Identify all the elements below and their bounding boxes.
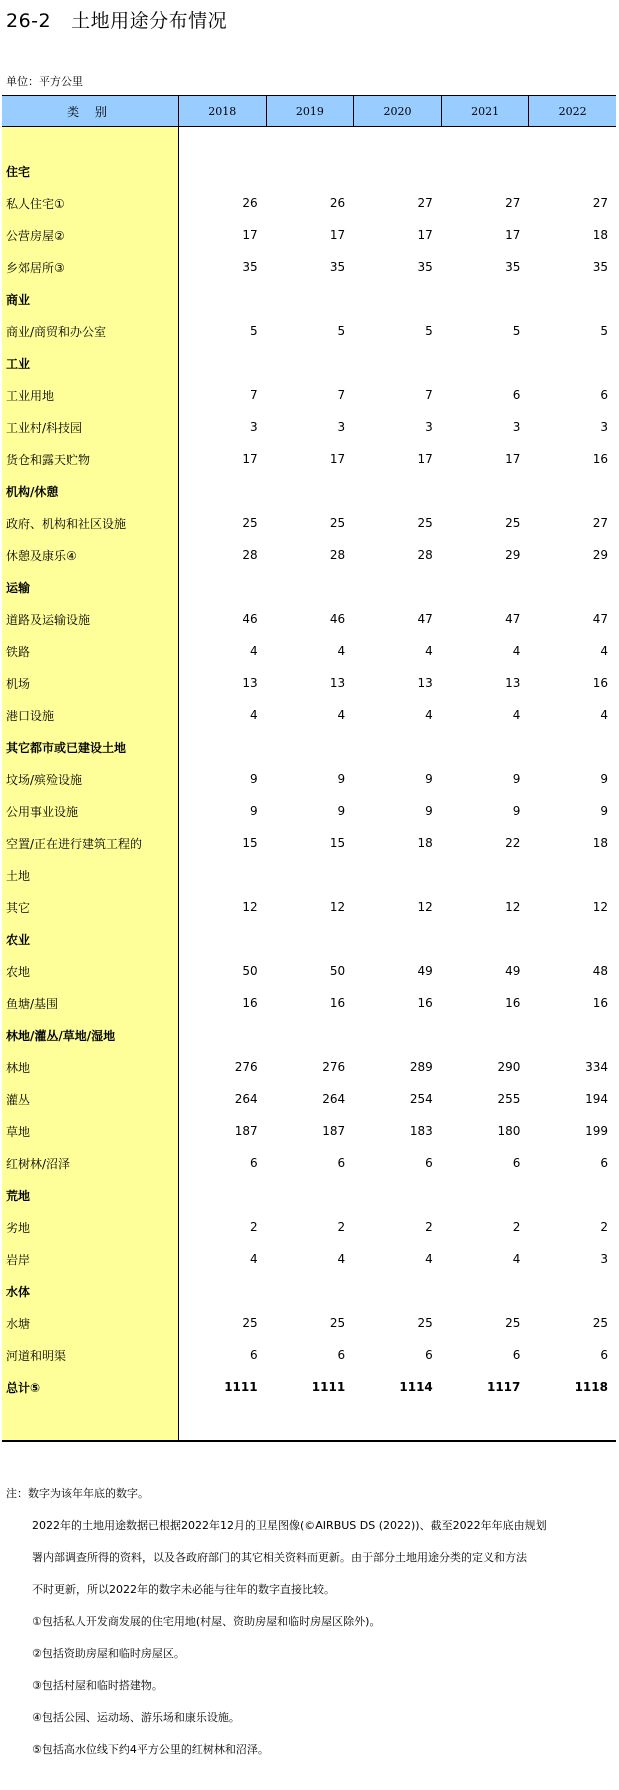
value-cell: 1118 [574, 1380, 608, 1394]
value-cell: 18 [592, 836, 608, 850]
table-row [2, 827, 616, 859]
table-rows [2, 155, 616, 1403]
value-cell: 290 [497, 1060, 521, 1074]
value-cell: 12 [505, 900, 521, 914]
table-row [2, 987, 616, 1019]
value-cell: 187 [322, 1124, 346, 1138]
category-label: 工业 [6, 356, 31, 371]
table-row [2, 219, 616, 251]
footnote-line: 2022年的土地用途数据已根据2022年12月的卫星图像(©AIRBUS DS (2022))、截至2022年年底由规划 [32, 1519, 547, 1532]
category-label: 铁路 [6, 644, 31, 659]
value-cell: 183 [409, 1124, 433, 1138]
page-title [6, 6, 227, 33]
value-cell: 187 [234, 1124, 258, 1138]
value-cell: 25 [417, 516, 433, 530]
value-cell: 4 [512, 1252, 521, 1266]
value-cell: 9 [425, 804, 433, 818]
value-cell: 49 [417, 964, 433, 978]
value-cell: 25 [242, 1316, 258, 1330]
value-cell: 4 [600, 644, 608, 658]
header-year: 2018 [179, 96, 267, 126]
value-cell: 29 [505, 548, 521, 562]
section-row [2, 475, 616, 507]
category-label: 商业 [6, 292, 31, 307]
value-cell: 16 [592, 996, 608, 1010]
category-label: 运输 [6, 580, 31, 595]
value-cell: 16 [592, 676, 608, 690]
table-row [2, 1147, 616, 1179]
value-cell: 15 [329, 836, 346, 850]
value-cell: 194 [585, 1092, 608, 1106]
value-cell: 7 [337, 388, 346, 402]
value-cell: 4 [425, 1252, 433, 1266]
section-row [2, 571, 616, 603]
value-cell: 3 [512, 420, 521, 434]
footnote-line: 署内部调查所得的资料，以及各政府部门的其它相关资料而更新。由于部分土地用途分类的定义和方法 [32, 1551, 527, 1564]
footnote-line: ③包括村屋和临时搭建物。 [32, 1679, 163, 1692]
category-label: 水塘 [6, 1316, 31, 1331]
table-row [2, 315, 616, 347]
value-cell: 27 [592, 516, 608, 530]
value-cell: 47 [417, 612, 433, 626]
value-cell: 17 [417, 228, 433, 242]
section-row [2, 1179, 616, 1211]
section-row [2, 283, 616, 315]
value-cell: 9 [512, 772, 521, 786]
table-row [2, 539, 616, 571]
value-cell: 2 [512, 1220, 521, 1234]
category-label: 土地 [6, 868, 31, 883]
value-cell: 6 [337, 1348, 346, 1362]
category-label: 机构/休憩 [6, 484, 59, 499]
value-cell: 4 [249, 1252, 258, 1266]
value-cell: 28 [417, 548, 433, 562]
value-cell: 35 [505, 260, 521, 274]
value-cell: 35 [242, 260, 258, 274]
value-cell: 6 [249, 1156, 258, 1170]
value-cell: 6 [600, 1156, 608, 1170]
value-cell: 17 [505, 228, 521, 242]
category-label: 荒地 [6, 1188, 31, 1203]
section-row [2, 155, 616, 187]
value-cell: 6 [337, 1156, 346, 1170]
table-number: 26-2 [6, 10, 52, 32]
category-label: 乡郊居所③ [6, 260, 65, 275]
value-cell: 4 [425, 644, 433, 658]
value-cell: 4 [337, 1252, 346, 1266]
category-label: 空置/正在进行建筑工程的 [6, 836, 143, 851]
value-cell: 2 [337, 1220, 346, 1234]
category-label: 灌丛 [6, 1092, 31, 1107]
value-cell: 12 [242, 900, 258, 914]
value-cell: 4 [512, 644, 521, 658]
value-cell: 35 [417, 260, 433, 274]
value-cell: 17 [417, 452, 433, 466]
category-label: 总计⑤ [6, 1380, 41, 1395]
value-cell: 4 [600, 708, 608, 722]
table-row [2, 187, 616, 219]
table-row [2, 955, 616, 987]
table-row [2, 443, 616, 475]
value-cell: 7 [425, 388, 433, 402]
value-cell: 3 [425, 420, 433, 434]
value-cell: 9 [600, 772, 608, 786]
table-body [2, 127, 616, 1442]
value-cell: 25 [417, 1316, 433, 1330]
footnote-line: 不时更新，所以2022年的数字未必能与往年的数字直接比较。 [32, 1583, 335, 1596]
category-label: 私人住宅① [6, 196, 65, 211]
value-cell: 4 [337, 644, 346, 658]
value-cell: 6 [512, 1348, 521, 1362]
value-cell: 25 [592, 1316, 608, 1330]
value-cell: 1111 [311, 1380, 346, 1394]
table-row [2, 1307, 616, 1339]
section-row [2, 347, 616, 379]
value-cell: 16 [417, 996, 433, 1010]
category-label: 公营房屋② [6, 228, 65, 243]
category-label: 岩岸 [6, 1252, 31, 1267]
value-cell: 27 [592, 196, 608, 210]
value-cell: 16 [505, 996, 521, 1010]
value-cell: 13 [505, 676, 521, 690]
value-cell: 5 [425, 324, 433, 338]
value-cell: 3 [249, 420, 258, 434]
value-cell: 4 [249, 644, 258, 658]
value-cell: 6 [249, 1348, 258, 1362]
value-cell: 1114 [399, 1380, 433, 1394]
value-cell: 47 [505, 612, 521, 626]
category-label: 工业用地 [6, 388, 55, 403]
value-cell: 5 [512, 324, 521, 338]
value-cell: 6 [425, 1156, 433, 1170]
value-cell: 5 [249, 324, 258, 338]
category-label: 农业 [6, 932, 31, 947]
value-cell: 17 [505, 452, 521, 466]
section-row [2, 731, 616, 763]
value-cell: 6 [600, 388, 608, 402]
table-row [2, 379, 616, 411]
category-label: 政府、机构和社区设施 [6, 516, 127, 531]
category-label: 林地 [6, 1060, 31, 1075]
value-cell: 1117 [486, 1380, 521, 1394]
value-cell: 12 [417, 900, 433, 914]
category-label: 道路及运输设施 [6, 612, 91, 627]
category-label: 机场 [6, 676, 31, 691]
value-cell: 4 [337, 708, 346, 722]
value-cell: 15 [242, 836, 258, 850]
value-cell: 46 [242, 612, 258, 626]
header-year: 2020 [354, 96, 442, 126]
value-cell: 16 [329, 996, 346, 1010]
value-cell: 6 [425, 1348, 433, 1362]
table-row [2, 859, 616, 891]
value-cell: 2 [249, 1220, 258, 1234]
footnote-line: ④包括公园、运动场、游乐场和康乐设施。 [32, 1711, 240, 1724]
value-cell: 26 [329, 196, 346, 210]
category-label: 劣地 [6, 1220, 31, 1235]
value-cell: 25 [242, 516, 258, 530]
table-row [2, 1339, 616, 1371]
category-label: 公用事业设施 [6, 804, 79, 819]
value-cell: 26 [242, 196, 258, 210]
category-label: 其它 [6, 900, 31, 915]
table-row [2, 1115, 616, 1147]
category-label: 商业/商贸和办公室 [6, 324, 107, 339]
value-cell: 13 [329, 676, 346, 690]
value-cell: 180 [497, 1124, 521, 1138]
value-cell: 49 [505, 964, 521, 978]
value-cell: 46 [329, 612, 346, 626]
value-cell: 9 [600, 804, 608, 818]
total-row [2, 1371, 616, 1403]
value-cell: 50 [329, 964, 346, 978]
value-cell: 2 [600, 1220, 608, 1234]
value-cell: 48 [592, 964, 608, 978]
header-year: 2022 [558, 104, 587, 118]
value-cell: 47 [592, 612, 608, 626]
table-row [2, 251, 616, 283]
value-cell: 17 [242, 228, 258, 242]
category-label: 水体 [6, 1284, 31, 1299]
value-cell: 2 [425, 1220, 433, 1234]
value-cell: 6 [512, 1156, 521, 1170]
table-row [2, 1051, 616, 1083]
value-cell: 18 [592, 228, 608, 242]
value-cell: 16 [242, 996, 258, 1010]
value-cell: 9 [249, 804, 258, 818]
header-year: 2019 [267, 96, 355, 126]
section-row [2, 1275, 616, 1307]
value-cell: 17 [242, 452, 258, 466]
table-row [2, 699, 616, 731]
value-cell: 9 [337, 772, 346, 786]
value-cell: 4 [512, 708, 521, 722]
value-cell: 6 [600, 1348, 608, 1362]
value-cell: 4 [249, 708, 258, 722]
value-cell: 29 [592, 548, 608, 562]
category-label: 红树林/沼泽 [6, 1156, 71, 1171]
value-cell: 264 [234, 1092, 258, 1106]
value-cell: 264 [322, 1092, 346, 1106]
category-label: 林地/灌丛/草地/湿地 [6, 1028, 116, 1043]
value-cell: 9 [512, 804, 521, 818]
footnotes [6, 1478, 612, 1766]
footnote-line: ⑤包括高水位线下约4平方公里的红树林和沼泽。 [32, 1743, 269, 1756]
table-header [2, 95, 616, 127]
value-cell: 3 [337, 420, 346, 434]
category-label: 其它都市或已建设土地 [6, 740, 127, 755]
footnote-line: ②包括资助房屋和临时房屋区。 [32, 1647, 185, 1660]
value-cell: 17 [329, 452, 346, 466]
category-label: 鱼塘/基围 [6, 996, 59, 1011]
category-label: 草地 [6, 1124, 31, 1139]
section-row [2, 1019, 616, 1051]
value-cell: 289 [409, 1060, 433, 1074]
unit-label: 单位：平方公里 [6, 75, 83, 88]
value-cell: 3 [600, 420, 608, 434]
table-row [2, 507, 616, 539]
table-row [2, 1083, 616, 1115]
value-cell: 27 [505, 196, 521, 210]
table-row [2, 635, 616, 667]
header-category: 类 别 [2, 96, 179, 126]
section-row [2, 923, 616, 955]
table-row [2, 1243, 616, 1275]
value-cell: 35 [329, 260, 346, 274]
value-cell: 25 [329, 516, 346, 530]
value-cell: 9 [337, 804, 346, 818]
value-cell: 12 [592, 900, 608, 914]
table-row [2, 891, 616, 923]
value-cell: 35 [592, 260, 608, 274]
value-cell: 16 [592, 452, 608, 466]
value-cell: 18 [417, 836, 433, 850]
value-cell: 17 [329, 228, 346, 242]
value-cell: 4 [425, 708, 433, 722]
land-use-table [2, 95, 616, 1442]
category-label: 货仓和露天贮物 [6, 452, 91, 467]
table-row [2, 603, 616, 635]
category-label: 住宅 [6, 164, 31, 179]
category-label: 河道和明渠 [6, 1348, 67, 1363]
value-cell: 334 [585, 1060, 608, 1074]
value-cell: 13 [242, 676, 258, 690]
value-cell: 199 [585, 1124, 608, 1138]
value-cell: 25 [505, 516, 521, 530]
category-label: 工业村/科技园 [6, 420, 83, 435]
value-cell: 255 [497, 1092, 521, 1106]
value-cell: 276 [322, 1060, 346, 1074]
table-title: 土地用途分布情况 [71, 10, 228, 32]
footnote-line: ①包括私人开发商发展的住宅用地(村屋、资助房屋和临时房屋区除外)。 [32, 1615, 381, 1628]
header-year: 2021 [442, 96, 530, 126]
value-cell: 28 [242, 548, 258, 562]
value-cell: 25 [329, 1316, 346, 1330]
table-row [2, 795, 616, 827]
value-cell: 9 [249, 772, 258, 786]
category-label: 坟场/殡殓设施 [6, 772, 83, 787]
table-row [2, 411, 616, 443]
value-cell: 6 [512, 388, 521, 402]
value-cell: 50 [242, 964, 258, 978]
value-cell: 28 [329, 548, 346, 562]
value-cell: 5 [600, 324, 608, 338]
category-label: 休憩及康乐④ [6, 548, 77, 563]
value-cell: 1111 [224, 1380, 258, 1394]
value-cell: 5 [337, 324, 346, 338]
value-cell: 7 [249, 388, 258, 402]
value-cell: 12 [329, 900, 346, 914]
value-cell: 25 [505, 1316, 521, 1330]
value-cell: 254 [409, 1092, 433, 1106]
table-row [2, 763, 616, 795]
table-row [2, 667, 616, 699]
value-cell: 27 [417, 196, 433, 210]
footnote-line: 注：数字为该年年底的数字。 [6, 1487, 149, 1500]
value-cell: 3 [600, 1252, 608, 1266]
value-cell: 9 [425, 772, 433, 786]
value-cell: 22 [505, 836, 521, 850]
value-cell: 276 [234, 1060, 258, 1074]
value-cell: 13 [417, 676, 433, 690]
table-row [2, 1211, 616, 1243]
category-label: 港口设施 [6, 708, 55, 723]
category-label: 农地 [6, 964, 31, 979]
